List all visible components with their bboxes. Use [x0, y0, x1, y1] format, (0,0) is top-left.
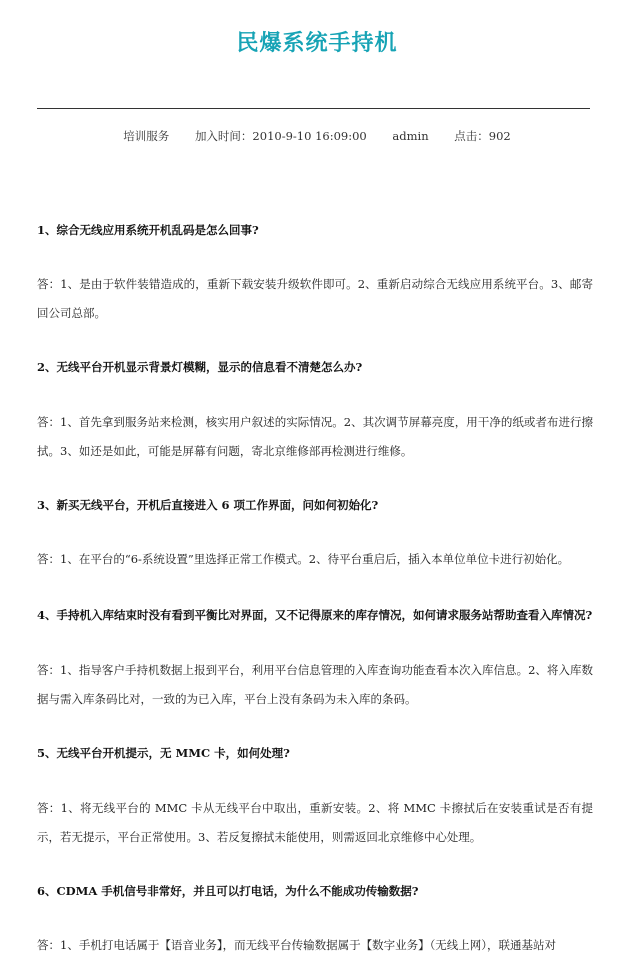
faq-question: 6、CDMA 手机信号非常好，并且可以打电话，为什么不能成功传输数据?: [37, 884, 419, 898]
article-body: [37, 216, 593, 960]
page-title: 民爆系统手持机: [236, 31, 398, 56]
faq-answer: 答：1、首先拿到服务站来检测，核实用户叙述的实际情况。2、其次调节屏幕亮度，用干净的纸或者布进行擦拭。3、如还是如此，可能是屏幕有问题，寄北京维修部再检测进行维修。: [37, 415, 593, 458]
faq-answer: 答：1、是由于软件装错造成的，重新下载安装升级软件即可。2、重新启动综合无线应用系统平台。3、邮寄回公司总部。: [37, 277, 593, 320]
faq-question: 5、无线平台开机提示，无 MMC 卡，如何处理?: [37, 746, 290, 760]
meta-category: 培训服务: [123, 129, 170, 143]
meta-author: admin: [392, 129, 429, 143]
faq-question: 3、新买无线平台，开机后直接进入 6 项工作界面，问如何初始化?: [37, 498, 379, 512]
meta-clicks: 点击：902: [454, 129, 511, 143]
faq-answer: 答：1、指导客户手持机数据上报到平台，利用平台信息管理的入库查询功能查看本次入库信息。2、将入库数据与需入库条码比对，一致的为已入库，平台上没有条码为未入库的条码。: [37, 663, 593, 706]
faq-answer: 答：1、手机打电话属于【语音业务】，而无线平台传输数据属于【数字业务】（无线上网），联通基站对: [37, 938, 557, 952]
faq-question: 4、手持机入库结束时没有看到平衡比对界面，又不记得原来的库存情况，如何请求服务站帮助查看入库情况?: [37, 608, 593, 622]
title-divider: [37, 108, 590, 109]
faq-question: 2、无线平台开机显示背景灯模糊，显示的信息看不清楚怎么办?: [37, 360, 363, 374]
meta-added-time: 加入时间：2010-9-10 16:09:00: [194, 129, 367, 143]
article-meta: [0, 128, 634, 144]
faq-answer: 答：1、在平台的“6-系统设置”里选择正常工作模式。2、待平台重启后，插入本单位单位卡进行初始化。: [37, 552, 570, 566]
faq-question: 1、综合无线应用系统开机乱码是怎么回事?: [37, 223, 259, 237]
faq-answer: 答：1、将无线平台的 MMC 卡从无线平台中取出，重新安装。2、将 MMC 卡擦拭后在安装重试是否有提示，若无提示，平台正常使用。3、若反复擦拭未能使用，则需返回北京维修中心处理。: [37, 801, 593, 844]
